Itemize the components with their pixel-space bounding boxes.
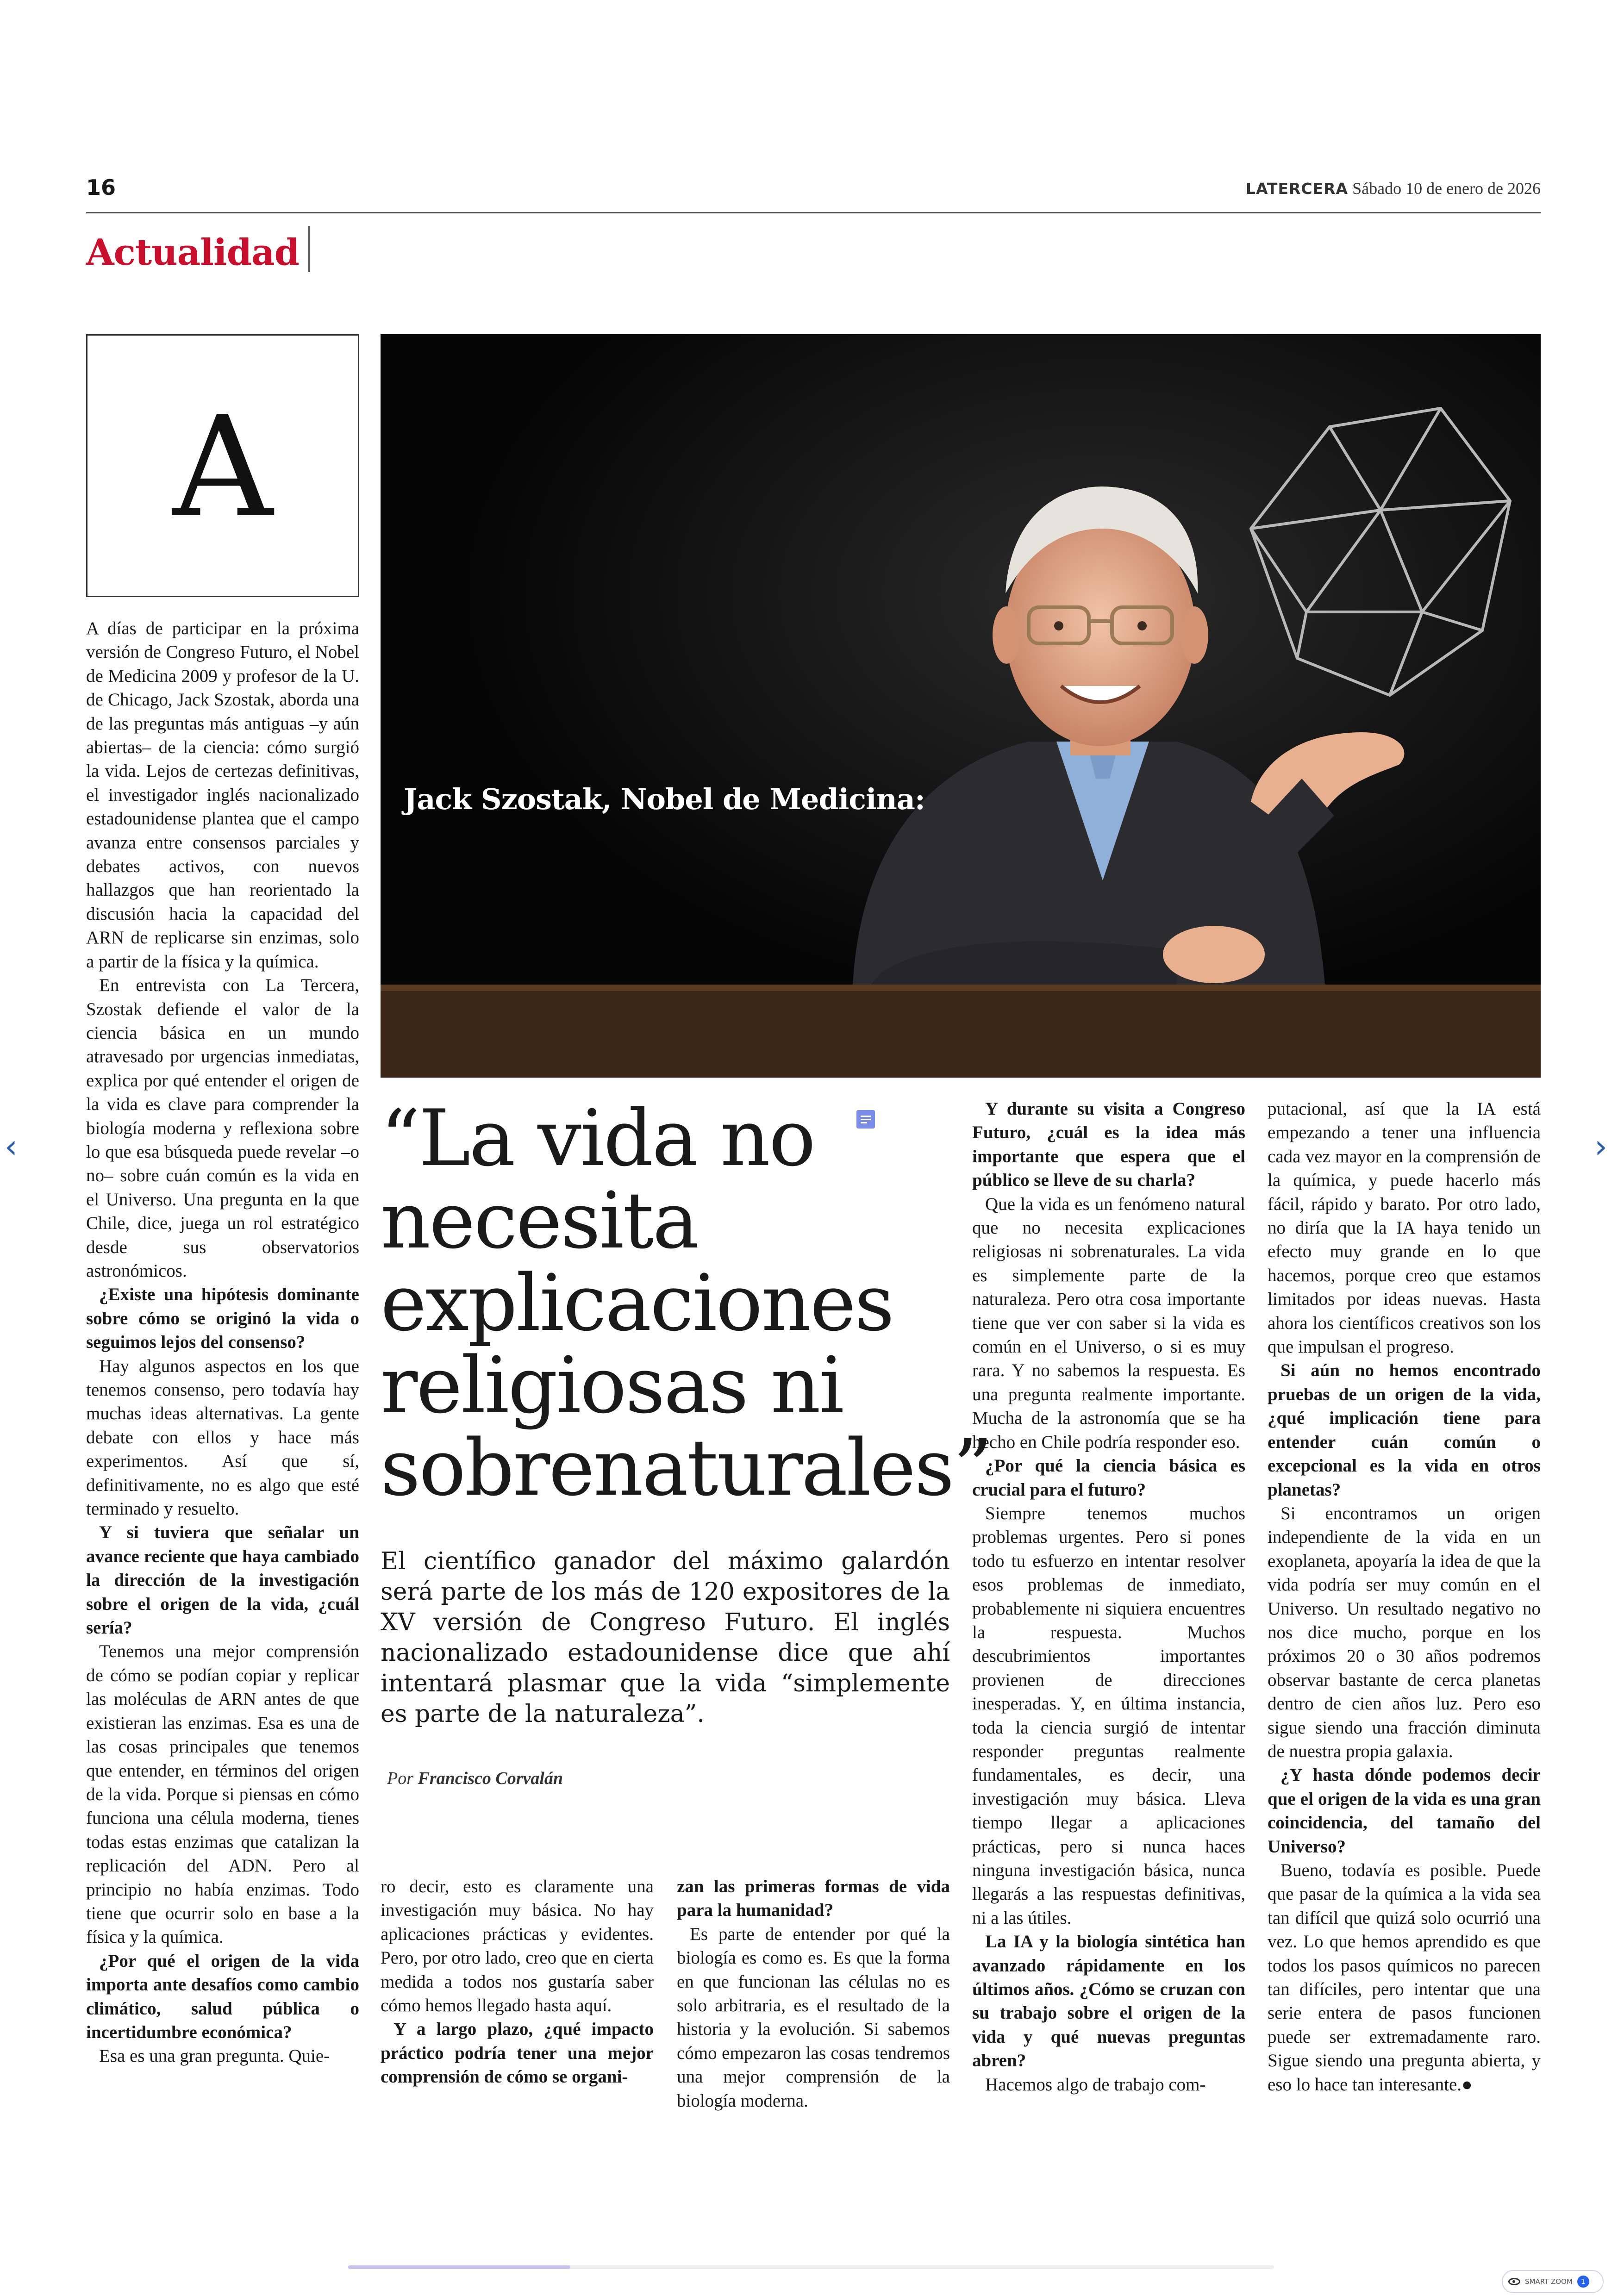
byline-prefix: Por: [387, 1769, 413, 1788]
eye-icon: [1508, 2278, 1520, 2285]
interview-question: ¿Existe una hipótesis dominante sobre cómo se originó la vida o seguimos lejos del consenso?: [86, 1285, 359, 1353]
article-paragraph: Que la vida es un fenómeno natural que no necesita explicaciones religiosas ni sobrenaturales. La vida es simplemente parte de la naturaleza. Pero otra cosa importante tiene que ver con saber si la vida es común en el Universo, o si es muy rara. Y no sabemos la respuesta. Es una pregunta realmente importante. Mucha de la astronomía que se ha hecho en Chile podría responder eso.: [972, 1194, 1245, 1452]
interview-question: Y durante su visita a Congreso Futuro, ¿cuál es la idea más importante que espera que el público se lleve de su charla?: [972, 1099, 1245, 1191]
smart-zoom-label: SMART ZOOM: [1525, 2277, 1573, 2286]
dropcap-letter: A: [172, 387, 273, 548]
interview-question: Y a largo plazo, ¿qué impacto práctico podría tener una mejor comprensión de cómo se organi-: [381, 2019, 654, 2087]
article-paragraph: ro decir, esto es claramente una investigación muy básica. No hay aplicaciones prácticas y evidentes. Pero, por otro lado, creo que en cierta medida a todos nos gustaría saber cómo hemos llegado hasta aquí.: [381, 1877, 654, 2016]
article-column-1: [86, 617, 359, 2068]
byline-author: Francisco Corvalán: [418, 1769, 563, 1788]
interview-question: ¿Por qué la ciencia básica es crucial para el futuro?: [972, 1456, 1245, 1500]
article-paragraph: Bueno, todavía es posible. Puede que pasar de la química a la vida sea tan difícil que quizá solo ocurrió una vez. Lo que hemos aprendido es que todos los pasos químicos no parecen tan difíciles, pero intentar que una serie entera de pasos funcionen puede ser extremadamente raro. Sigue siendo una pregunta abierta, y eso lo hace tan interesante.●: [1268, 1860, 1541, 2095]
interview-question: La IA y la biología sintética han avanzado rápidamente en los últimos años. ¿Cómo se cruzan con su trabajo sobre el origen de la vida y qué nuevas preguntas abren?: [972, 1932, 1245, 2071]
interview-question: zan las primeras formas de vida para la humanidad?: [677, 1877, 950, 1921]
headline: “La vida no necesita explicaciones religiosas ni sobrenaturales”: [381, 1093, 992, 1513]
article-column-3: [677, 1875, 950, 2113]
page-progress-fill: [348, 2265, 570, 2269]
interview-question: ¿Y hasta dónde podemos decir que el origen de la vida es una gran coincidencia, del tamaño del Universo?: [1268, 1765, 1541, 1857]
article-paragraph: Hay algunos aspectos en los que tenemos consenso, pero todavía hay muchas ideas alternativas. La gente debate con ellos y hace más experimentos. Así que sí, definitivamente, no es algo que esté terminado y resuelto.: [86, 1356, 359, 1519]
article-paragraph: A días de participar en la próxima versión de Congreso Futuro, el Nobel de Medicina 2009 y profesor de la U. de Chicago, Jack Szostak, aborda una de las preguntas más antiguas –y aún abiertas– de la ciencia: cómo surgió la vida. Lejos de certezas definitivas, el investigador inglés nacionalizado estadounidense plantea que el campo avanza entre consensos parciales y debates activos, con nuevos hallazgos que han reorientado la discusión hacia la capacidad del ARN de replicarse sin enzimas, solo a partir de la física y la química.: [86, 618, 359, 972]
article-column-4: [972, 1097, 1245, 2096]
smart-zoom-button[interactable]: [1502, 2270, 1604, 2293]
photo-caption: Jack Szostak, Nobel de Medicina:: [404, 782, 925, 816]
article-paragraph: Tenemos una mejor comprensión de cómo se podían copiar y replicar las moléculas de ARN antes de que existieran las enzimas. Esa es una de las cosas principales que tenemos que entender, en términos del origen de la vida. Porque si piensas en cómo funciona una célula moderna, tienes todas estas enzimas que catalizan la replicación del ADN. Pero al principio no había enzimas. Todo tiene que ocurrir solo en base a la física y la química.: [86, 1641, 359, 1947]
article-paragraph: Si encontramos un origen independiente de la vida en un exoplaneta, apoyaría la idea de que la vida podría ser muy común en el Universo. Un resultado negativo no nos dice mucho, porque en los próximos 20 o 30 años podremos observar bastante de cerca planetas dentro de cien años luz. Pero eso sigue siendo una fracción diminuta de nuestra propia galaxia.: [1268, 1503, 1541, 1761]
previous-page-arrow-icon[interactable]: ‹: [5, 1128, 18, 1166]
section-title: Actualidad: [86, 231, 300, 274]
portrait-illustration: [381, 334, 1541, 1078]
article-paragraph: putacional, así que la IA está empezando a tener una influencia cada vez mayor en la comprensión de la química, y puede hacerlo más fácil, rápido y barato. Por otro lado, no diría que la IA haya tenido un efecto muy grande en lo que hacemos, porque creo que estamos limitados por ideas nuevas. Hasta ahora los científicos creativos son los que impulsan el progreso.: [1268, 1099, 1541, 1357]
standfirst: El científico ganador del máximo galardón será parte de los más de 120 expositores de la XV versión de Congreso Futuro. El inglés nacionalizado estadounidense dice que ahí intentará plasmar que la vida “simplemente es parte de la naturaleza”.: [381, 1547, 950, 1728]
interview-question: ¿Por qué el origen de la vida importa ante desafíos como cambio climático, salud pública o incertidumbre económica?: [86, 1951, 359, 2042]
page-number: 16: [86, 175, 116, 200]
header-rule: [86, 212, 1541, 213]
byline: [387, 1768, 563, 1789]
brand-name: LATERCERA: [1245, 180, 1349, 198]
article-column-2: [381, 1875, 654, 2089]
interview-question: Y si tuviera que señalar un avance reciente que haya cambiado la dirección de la investigación sobre el origen de la vida, ¿cuál sería?: [86, 1522, 359, 1638]
portrait-photo: [381, 334, 1541, 1078]
article-column-5: [1268, 1097, 1541, 2096]
article-paragraph: Hacemos algo de trabajo com-: [985, 2074, 1206, 2095]
interview-question: Si aún no hemos encontrado pruebas de un origen de la vida, ¿qué implicación tiene para entender cuán común o excepcional es la vida en otros planetas?: [1268, 1360, 1541, 1500]
smart-zoom-count: 1: [1577, 2276, 1589, 2288]
section-divider: [308, 226, 310, 272]
issue-date: Sábado 10 de enero de 2026: [1352, 179, 1541, 198]
next-page-arrow-icon[interactable]: ›: [1594, 1128, 1607, 1166]
article-paragraph: Siempre tenemos muchos problemas urgentes. Pero si pones todo tu esfuerzo en intentar resolver esos problemas de inmediato, probablemente ni siquiera encuentres la respuesta. Muchos descubrimientos importantes provienen de direcciones inesperadas. Y, en última instancia, toda la ciencia surgió de intentar responder preguntas realmente fundamentales, es decir, una investigación muy básica. Lleva tiempo llegar a aplicaciones prácticas, pero si nunca haces ninguna investigación básica, nunca llegarás a las respuestas definitivas, ni a las útiles.: [972, 1503, 1245, 1928]
masthead: [1246, 179, 1541, 198]
article-paragraph: Esa es una gran pregunta. Quie-: [99, 2046, 330, 2066]
article-paragraph: Es parte de entender por qué la biología es como es. Es que la forma en que funcionan las células no es solo arbitraria, es el resultado de la historia y la evolución. Si sabemos cómo empezaron las cosas tendremos una mejor comprensión de la biología moderna.: [677, 1924, 950, 2111]
article-paragraph: En entrevista con La Tercera, Szostak defiende el valor de la ciencia básica en un mundo atravesado por urgencias inmediatas, explica por qué entender el origen de la vida es clave para comprender la biología moderna y reflexiona sobre lo que esa búsqueda puede revelar –o no– sobre cuán común es la vida en el Universo. Una pregunta en la que Chile, dice, juega un rol estratégico desde sus observatorios astronómicos.: [86, 975, 359, 1281]
note-icon[interactable]: [856, 1110, 875, 1129]
